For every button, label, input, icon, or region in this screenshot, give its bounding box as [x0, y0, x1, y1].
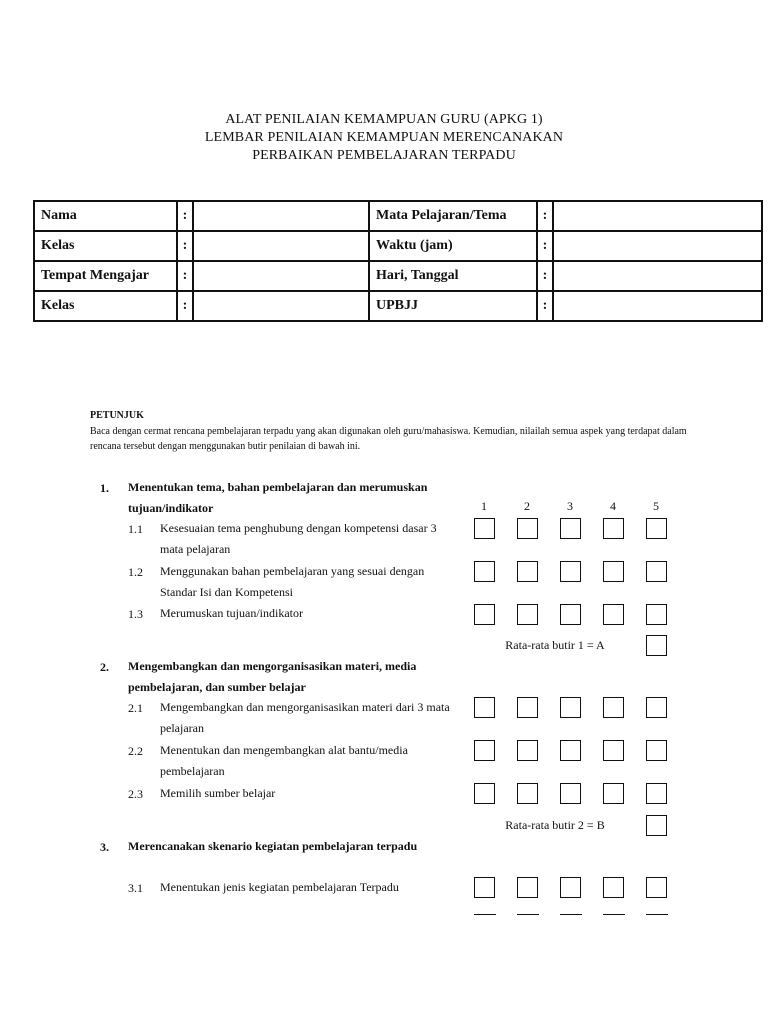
section-title: Merencanakan skenario kegiatan pembelajaran terpadu — [128, 839, 418, 853]
field-label: Hari, Tanggal — [369, 261, 537, 291]
scale-label-2: 2 — [524, 499, 530, 513]
document-title-line-2: LEMBAR PENILAIAN KEMAMPUAN MERENCANAKAN — [204, 130, 564, 145]
field-label: Mata Pelajaran/Tema — [369, 201, 537, 231]
field-label: Kelas — [34, 231, 177, 261]
rating-box-2[interactable] — [517, 877, 538, 898]
item-text: Memilih sumber belajar — [160, 786, 276, 800]
scale-label-4: 4 — [610, 499, 616, 513]
rating-box-3[interactable] — [560, 877, 581, 898]
item-number: 1.1 — [128, 522, 143, 536]
section-number: 1. — [100, 481, 109, 495]
rating-box-2[interactable] — [517, 518, 538, 539]
scale-label-5: 5 — [653, 499, 659, 513]
rating-box-2[interactable] — [517, 604, 538, 625]
section-title: Menentukan tema, bahan pembelajaran dan merumuskan tujuan/indikator — [128, 480, 428, 515]
field-label: Waktu (jam) — [369, 231, 537, 261]
rating-box-2[interactable] — [517, 740, 538, 761]
rating-box-4[interactable] — [603, 740, 624, 761]
rating-box-5[interactable] — [646, 561, 667, 582]
rating-box-2[interactable] — [517, 697, 538, 718]
rating-box-5[interactable] — [646, 783, 667, 804]
rating-box-1[interactable] — [474, 604, 495, 625]
tempat-mengajar-field[interactable] — [193, 261, 369, 291]
table-row — [34, 201, 762, 231]
table-row — [34, 291, 762, 321]
rating-box-1[interactable] — [474, 518, 495, 539]
item-number: 2.1 — [128, 701, 143, 715]
instructions-heading: PETUNJUK — [90, 410, 144, 421]
rating-box-1[interactable] — [474, 561, 495, 582]
colon: : — [177, 291, 193, 321]
item-text: Kesesuaian tema penghubung dengan kompetensi dasar 3 mata pelajaran — [160, 521, 437, 556]
rating-box-4[interactable] — [603, 604, 624, 625]
average-box-b[interactable] — [646, 815, 667, 836]
average-box-a[interactable] — [646, 635, 667, 656]
item-number: 3.1 — [128, 881, 143, 895]
rating-box-3[interactable] — [560, 740, 581, 761]
partial-box-edge — [603, 914, 625, 915]
rating-box-4[interactable] — [603, 877, 624, 898]
kelas-field-2[interactable] — [193, 291, 369, 321]
scale-label-1: 1 — [481, 499, 487, 513]
item-text: Menggunakan bahan pembelajaran yang sesuai dengan Standar Isi dan Kompetensi — [160, 564, 425, 599]
item-text: Merumuskan tujuan/indikator — [160, 606, 303, 620]
rating-box-5[interactable] — [646, 518, 667, 539]
item-text: Menentukan jenis kegiatan pembelajaran Terpadu — [160, 880, 399, 894]
document-title-line-3: PERBAIKAN PEMBELAJARAN TERPADU — [252, 148, 516, 163]
rating-box-5[interactable] — [646, 877, 667, 898]
rating-box-2[interactable] — [517, 561, 538, 582]
section-title: Mengembangkan dan mengorganisasikan materi, media pembelajaran, dan sumber belajar — [128, 659, 417, 694]
rating-box-5[interactable] — [646, 697, 667, 718]
rating-box-1[interactable] — [474, 877, 495, 898]
partial-box-edge — [474, 914, 496, 915]
partial-box-edge — [517, 914, 539, 915]
field-label: Nama — [34, 201, 177, 231]
colon: : — [177, 261, 193, 291]
rating-box-4[interactable] — [603, 783, 624, 804]
rating-box-5[interactable] — [646, 604, 667, 625]
colon: : — [177, 231, 193, 261]
item-text: Mengembangkan dan mengorganisasikan materi dari 3 mata pelajaran — [160, 700, 450, 735]
table-row — [34, 261, 762, 291]
field-label: UPBJJ — [369, 291, 537, 321]
field-label: Kelas — [34, 291, 177, 321]
instructions-text: Baca dengan cermat rencana pembelajaran terpadu yang akan digunakan oleh guru/mahasiswa. Kemudian, nilailah semua aspek yang terdapat dalam rencana tersebut dengan menggunakan butir penilaian di bawah ini. — [90, 426, 687, 452]
colon: : — [537, 261, 553, 291]
colon: : — [537, 231, 553, 261]
rating-box-1[interactable] — [474, 740, 495, 761]
scale-label-3: 3 — [567, 499, 573, 513]
colon: : — [537, 291, 553, 321]
section-number: 3. — [100, 840, 109, 854]
hari-tanggal-field[interactable] — [553, 261, 762, 291]
rating-box-1[interactable] — [474, 783, 495, 804]
colon: : — [177, 201, 193, 231]
kelas-field[interactable] — [193, 231, 369, 261]
average-label: Rata-rata butir 2 = B — [505, 818, 605, 832]
item-text: Menentukan dan mengembangkan alat bantu/media pembelajaran — [160, 743, 408, 778]
rating-box-1[interactable] — [474, 697, 495, 718]
item-number: 1.2 — [128, 565, 143, 579]
rating-box-4[interactable] — [603, 561, 624, 582]
rating-box-5[interactable] — [646, 740, 667, 761]
rating-box-3[interactable] — [560, 518, 581, 539]
rating-box-3[interactable] — [560, 783, 581, 804]
rating-box-4[interactable] — [603, 697, 624, 718]
rating-box-2[interactable] — [517, 783, 538, 804]
item-number: 1.3 — [128, 607, 143, 621]
upbjj-field[interactable] — [553, 291, 762, 321]
item-number: 2.3 — [128, 787, 143, 801]
rating-box-3[interactable] — [560, 604, 581, 625]
section-number: 2. — [100, 660, 109, 674]
rating-box-3[interactable] — [560, 561, 581, 582]
rating-box-4[interactable] — [603, 518, 624, 539]
waktu-field[interactable] — [553, 231, 762, 261]
nama-field[interactable] — [193, 201, 369, 231]
item-number: 2.2 — [128, 744, 143, 758]
partial-box-edge — [560, 914, 582, 915]
mata-pelajaran-field[interactable] — [553, 201, 762, 231]
partial-box-edge — [646, 914, 668, 915]
colon: : — [537, 201, 553, 231]
rating-box-3[interactable] — [560, 697, 581, 718]
table-row — [34, 231, 762, 261]
average-label: Rata-rata butir 1 = A — [505, 638, 605, 652]
document-title-line-1: ALAT PENILAIAN KEMAMPUAN GURU (APKG 1) — [225, 112, 543, 127]
identity-table — [33, 200, 763, 322]
field-label: Tempat Mengajar — [34, 261, 177, 291]
